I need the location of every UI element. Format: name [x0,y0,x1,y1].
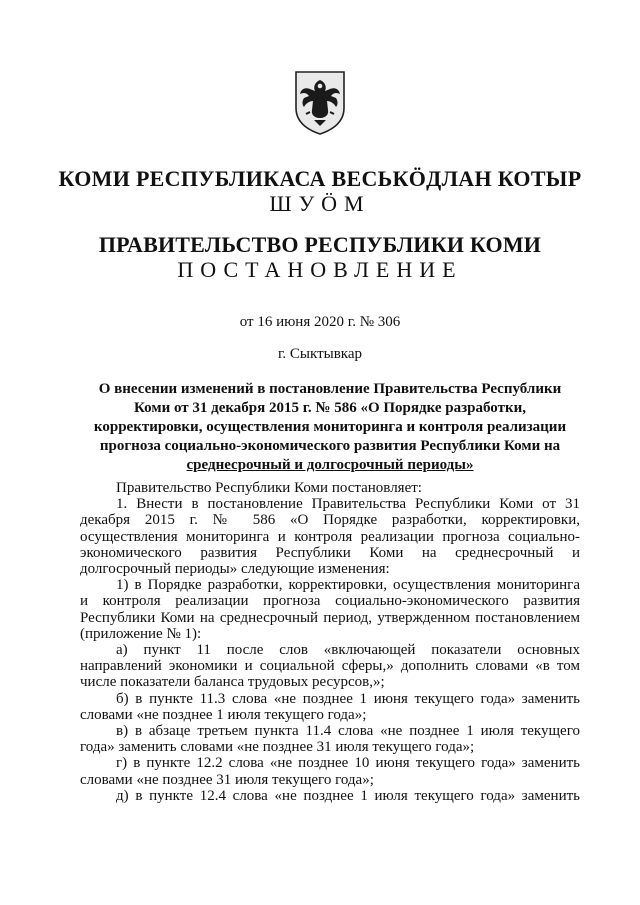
body-line: г) в пункте 12.2 слова «не позднее 10 июня текущего года» заменить [116,755,580,772]
title-line: Коми от 31 декабря 2015 г. № 586 «О Порядке разработки, [134,400,526,416]
komi-document-type: ШУÖМ [269,191,371,216]
body-line: словами «не позднее 1 июля текущего года»; [80,706,367,723]
document-title [80,380,580,475]
title-line: прогноза социально-экономического развития Республики Коми на [99,438,561,454]
russian-heading: ПРАВИТЕЛЬСТВО РЕСПУБЛИКИ КОМИ [98,232,542,257]
document-date: от 16 июня 2020 г. № 306 [239,314,401,330]
body-line: направлений экономики и социальной сферы,» дополнить словами «в том [80,658,580,675]
body-line: декабря 2015 г. № 586 «О Порядке разработки, корректировки, [80,512,580,529]
body-line: 1) в Порядке разработки, корректировки, осуществления мониторинга [116,577,580,594]
body-line: Республики Коми на среднесрочный период, утвержденном постановлением [80,609,580,626]
body-intro: Правительство Республики Коми постановляет: [116,480,422,496]
body-line: года» заменить словами «не позднее 31 июля текущего года»; [80,739,475,756]
body-line: экономического развития Республики Коми на среднесрочный и [80,544,580,561]
body-line: долгосрочный периоды» следующие изменения: [80,561,390,578]
body-line: д) в пункте 12.4 слова «не позднее 1 июля текущего года» заменить [116,787,580,804]
body-line: и контроля реализации прогноза социально-экономического развития [80,593,580,610]
komi-heading: КОМИ РЕСПУБЛИКАСА ВЕСЬКÖДЛАН КОТЫР [58,166,582,191]
body-line: словами «не позднее 31 июля текущего года»; [80,771,374,788]
document-city: г. Сыктывкар [277,346,363,362]
body-line: числе показатели баланса трудовых ресурсов,»; [80,674,385,691]
russian-document-type: ПОСТАНОВЛЕНИЕ [177,257,463,282]
body-line: (приложение № 1): [80,625,202,642]
title-line: О внесении изменений в постановление Правительства Республики [98,381,562,397]
body-line: а) пункт 11 после слов «включающей показатели основных [116,642,580,659]
body-line: осуществления мониторинга и контроля реализации прогноза социально- [80,528,580,545]
body-line: 1. Внести в постановление Правительства Республики Коми от 31 [116,496,580,513]
document-body [80,480,580,804]
title-line-underlined: среднесрочный и долгосрочный периоды» [186,457,474,473]
body-line: в) в абзаце третьем пункта 11.4 слова «не позднее 1 июля текущего [116,723,580,740]
body-line: б) в пункте 11.3 слова «не позднее 1 июня текущего года» заменить [116,690,580,707]
title-line: корректировки, осуществления мониторинга и контроля реализации [93,419,567,435]
coat-of-arms-komi-icon [293,70,347,136]
title-line [80,456,580,475]
